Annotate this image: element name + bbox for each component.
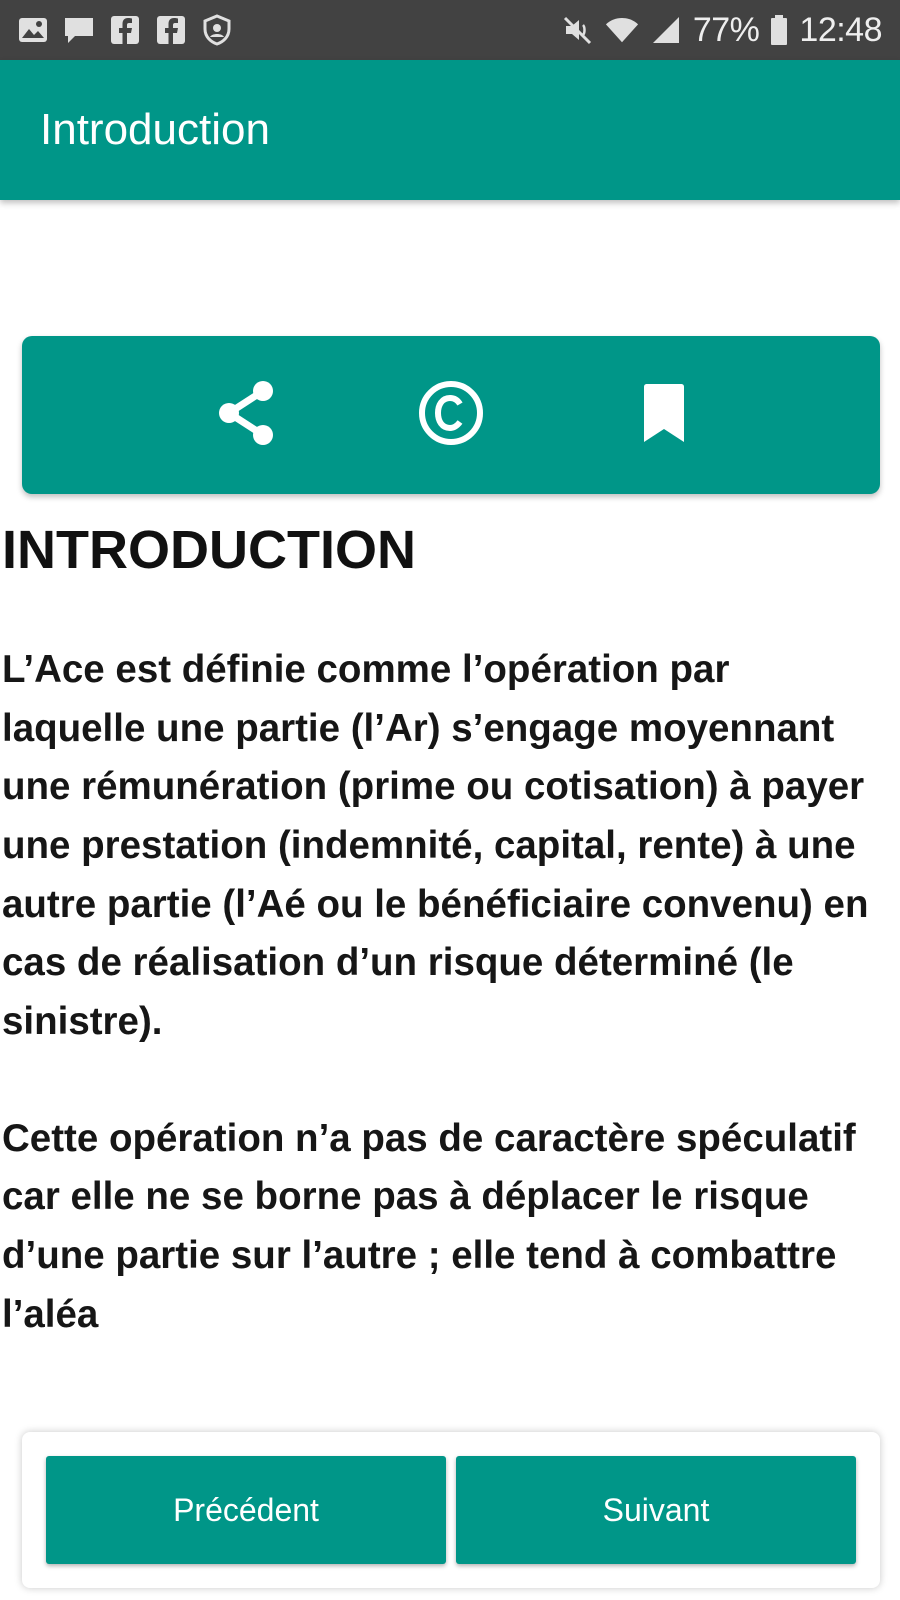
signal-icon [649,13,683,47]
image-icon [16,13,50,47]
battery-percent: 77% [692,10,760,49]
content-area[interactable] [0,508,900,1428]
copyright-button[interactable] [391,336,511,494]
action-card [22,336,880,494]
content-heading: INTRODUCTION [2,520,416,580]
page-title: Introduction [40,105,270,154]
app-bar [0,60,900,200]
copyright-icon [417,379,485,452]
bottom-navigation [22,1432,880,1588]
previous-button[interactable]: Précédent [46,1456,446,1564]
share-icon [215,380,277,451]
notification-icons [16,13,234,47]
bookmark-icon [641,383,687,448]
bookmark-button[interactable] [604,336,724,494]
shield-icon [200,13,234,47]
content-paragraph: Cette opération n’a pas de caractère spéculatif car elle ne se borne pas à déplacer le risque d’une partie sur l’autre ; elle tend à combattre l’aléa [2,1116,856,1336]
status-bar [0,0,900,60]
wifi-icon [605,13,639,47]
content-paragraph: L’Ace est définie comme l’opération par laquelle une partie (l’Ar) s’engage moyennant une rémunération (prime ou cotisation) à payer une prestation (indemnité, capital, rente) à une autre partie (l’Aé ou le bénéficiaire convenu) en cas de réalisation d’un risque déterminé (le sinistre). [2,647,869,1044]
system-status [561,11,882,50]
message-icon [62,13,96,47]
battery-icon [769,13,789,47]
facebook-icon [154,13,188,47]
next-button[interactable]: Suivant [456,1456,856,1564]
facebook-icon [108,13,142,47]
share-button[interactable] [186,336,306,494]
mute-icon [561,13,595,47]
clock: 12:48 [799,10,882,49]
